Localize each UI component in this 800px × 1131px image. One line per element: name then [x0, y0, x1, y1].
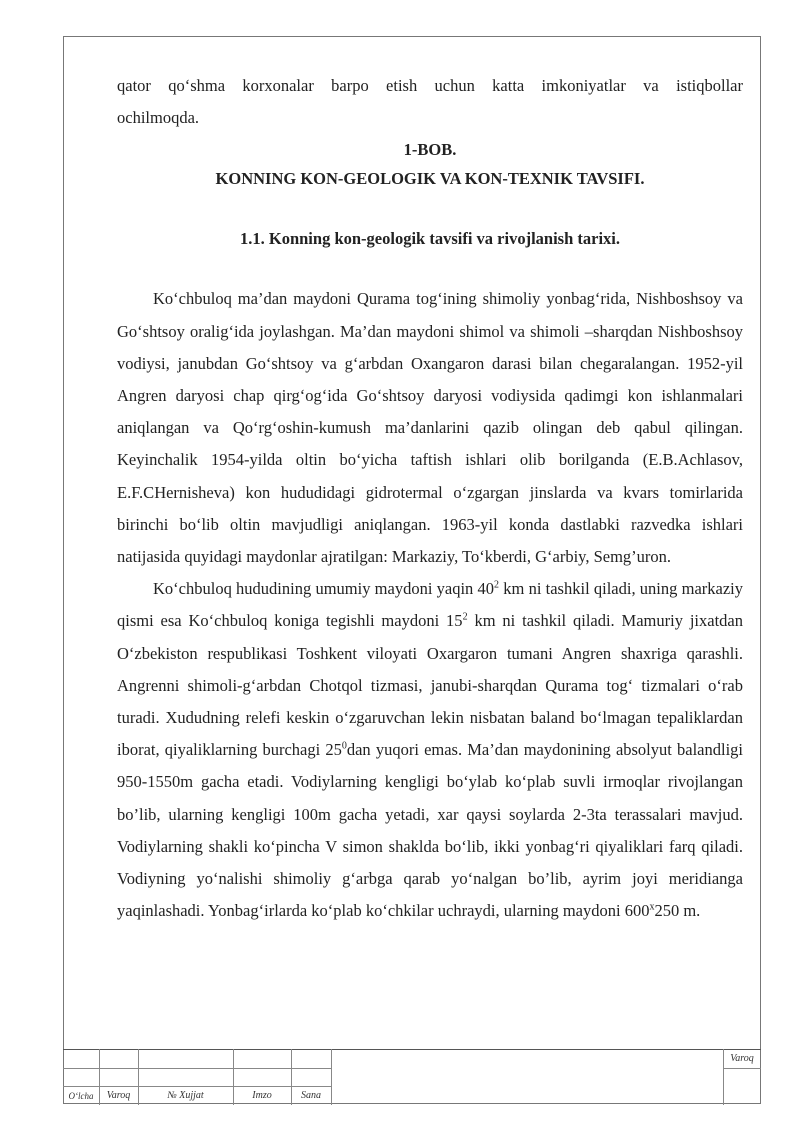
text-run: km ni tashkil qiladi, uning markaziy qismi esa Ko‘chbuloq koniga tegishli maydoni 15 — [117, 579, 744, 631]
stamp-label-page: Varoq — [730, 1053, 754, 1064]
text-line: qator qo‘shma korxonalar barpo etish uchun katta imkoniyatlar va istiqbollar — [117, 76, 743, 95]
stamp-label-imzo: Imzo — [252, 1090, 272, 1101]
text-run: Ko‘chbuloq hududining umumiy maydoni yaqin 40 — [153, 579, 495, 599]
text-run: dan yuqori emas. Ma’dan maydonining absolyut balandligi 950-1550m gacha etadi. Vodiylarning kengligi bo‘ylab ko‘plab suvli irmoqlar rivojlangan bo’lib, ularning kengligi 100m gacha yetadi, xar qaysi soylarda 2-3ta terassalari mavjud. Vodiylarning shakli ko‘pincha V simon shaklda bo‘lib, ikki yonbag‘ri qiyaliklari farq qiladi. Vodiyning yo‘nalishi shimoliy g‘arbga qarab yo‘nalgan bo’lib, ayrim joyi meridianga yaqinlashadi. Yonbag‘irlarda ko‘plab ko‘chkilar uchraydi, ularning maydoni 600 — [117, 740, 743, 921]
stamp-label-olcha: O‘lcha — [68, 1091, 94, 1101]
stamp-label-sana: Sana — [301, 1090, 321, 1101]
text-run: km ni tashkil qiladi. Mamuriy jixatdan O‘zbekiston respublikasi Toshkent viloyati Oxargaron tumani Angren shaxriga qarashli. Angrenni shimoli-g‘arbdan Chotqol tizmasi, janubi-sharqdan Qurama tog‘ tizmalari o‘rab turadi. Xududning relefi keskin o‘zgaruvchan lekin nisbatan baland bo‘lmagan tepaliklardan iborat, qiyaliklarning burchagi 25 — [117, 611, 743, 760]
section-title: 1.1. Konning kon-geologik tavsifi va rivojlanish tarixi. — [240, 229, 620, 249]
stamp-label-varoq: Varoq — [106, 1090, 131, 1101]
chapter-title: KONNING KON-GEOLOGIK VA KON-TEXNIK TAVSIFI. — [215, 169, 645, 189]
text-line: ochilmoqda. — [117, 108, 200, 128]
superscript: x — [649, 901, 655, 913]
chapter-number: 1-BOB. — [403, 140, 457, 160]
title-block — [63, 1049, 761, 1105]
page-content — [117, 70, 743, 927]
superscript: 2 — [462, 611, 468, 623]
superscript: 0 — [341, 740, 347, 752]
paragraph — [117, 573, 743, 927]
paragraph: Ko‘chbuloq ma’dan maydoni Qurama tog‘ining shimoliy yonbag‘rida, Nishboshsoy va Go‘shtsoy oralig‘ida joylashgan. Ma’dan maydoni shimol va shimoli –sharqdan Nishboshsoy vodiysi, janubdan Go‘shtsoy va g‘arbdan Oxangaron darasi bilan chegaralangan. 1952-yil Angren daryosi chap qirg‘og‘ida Go‘shtsoy daryosi vodiysida qadimgi kon ishlanmalari aniqlangan va Qo‘rg‘oshin-kumush ma’danlarini qazib olingan deb qabul qilingan. Keyinchalik 1954-yilda oltin bo‘yicha taftish ishlari olib borilganda (E.B.Achlasov, E.F.CHernisheva) kon hududidagi gidrotermal o‘zgargan jinslarda va kvars tomirlarida birinchi bo‘lib oltin mavjudligi aniqlangan. 1963-yil konda dastlabki razvedka ishlari natijasida quyidagi maydonlar ajratilgan: Markaziy, To‘kberdi, G‘arbiy, Semg’uron. — [117, 289, 743, 567]
text-run: 250 m. — [654, 901, 701, 921]
superscript: 2 — [494, 579, 500, 591]
stamp-label-hujjat: № Xujjat — [167, 1090, 204, 1101]
